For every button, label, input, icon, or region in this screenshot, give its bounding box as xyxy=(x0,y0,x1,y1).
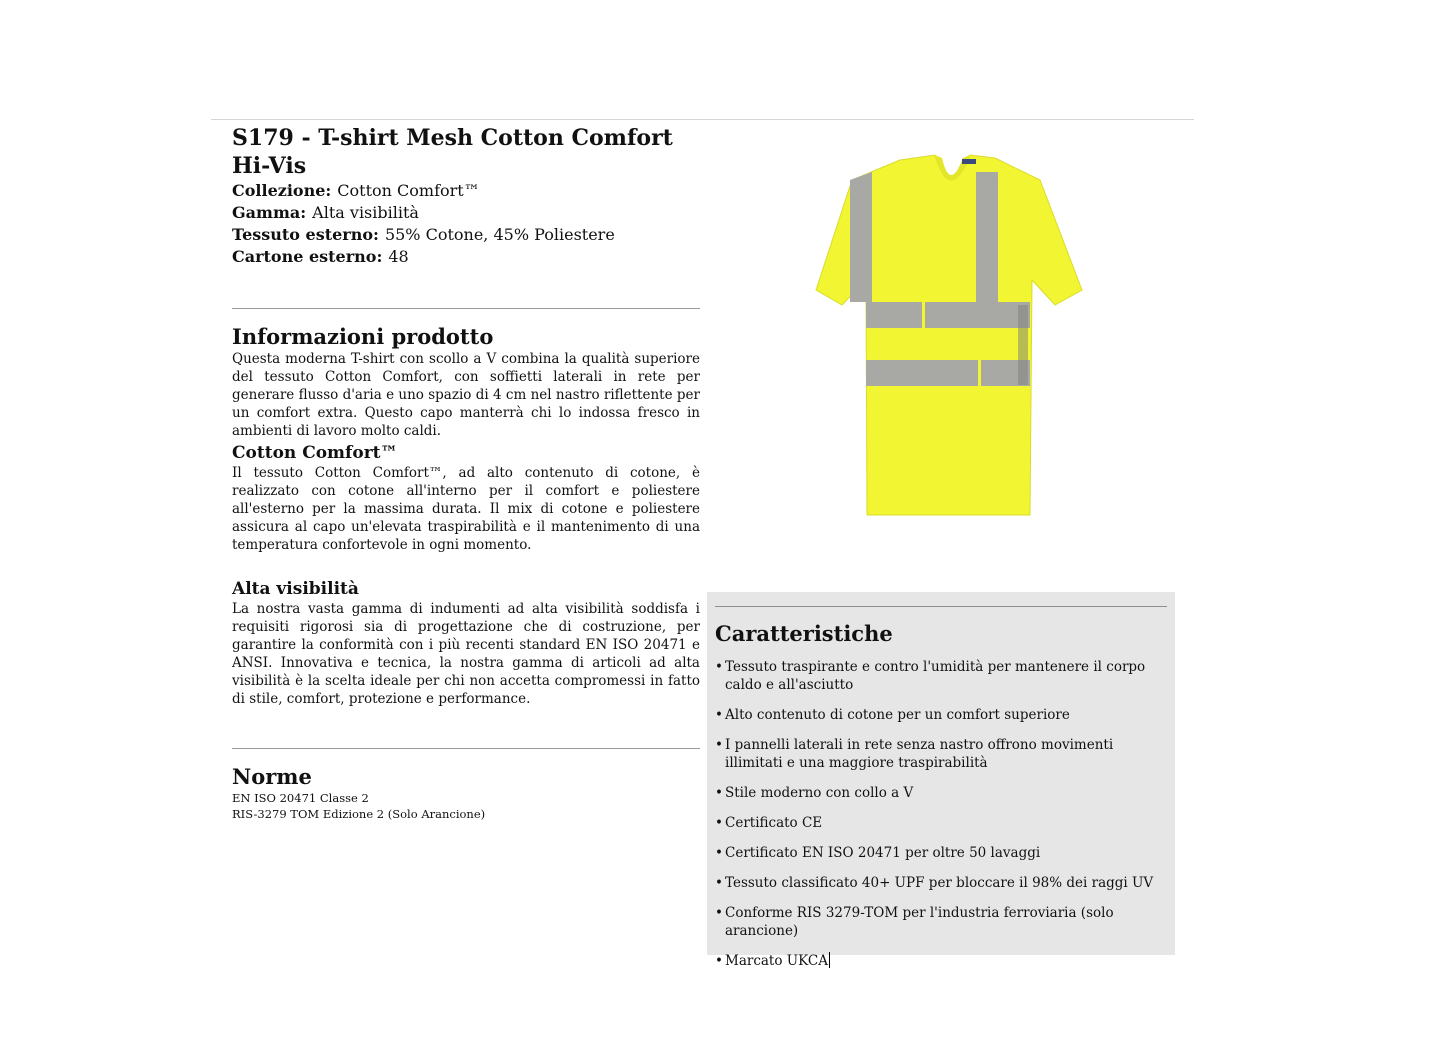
feature-text: Marcato UKCA xyxy=(725,953,828,969)
spec-label: Tessuto esterno: xyxy=(232,225,379,244)
feature-text: Alto contenuto di cotone per un comfort superiore xyxy=(725,707,1070,723)
tshirt-image xyxy=(810,150,1090,525)
feature-text: Stile moderno con collo a V xyxy=(725,785,914,801)
spec-collection xyxy=(232,180,700,202)
bullet: • xyxy=(715,659,723,675)
cotton-comfort-text: Il tessuto Cotton Comfort™, ad alto contenuto di cotone, è realizzato con cotone all'interno per il comfort e poliestere all'esterno per la massima durata. Il mix di cotone e poliestere assicura al capo un'elevata traspirabilità e il mantenimento di una temperatura confortevole in ogni momento. xyxy=(232,465,700,553)
feature-text: I pannelli laterali in rete senza nastro offrono movimenti illimitati e una maggiore traspirabilità xyxy=(725,737,1114,771)
feature-item xyxy=(715,658,1167,694)
norm-item: RIS-3279 TOM Edizione 2 (Solo Arancione) xyxy=(232,807,486,821)
section-divider xyxy=(715,606,1167,607)
features-list xyxy=(715,658,1167,982)
spec-range xyxy=(232,202,700,224)
feature-item xyxy=(715,874,1167,892)
spec-outer-carton xyxy=(232,246,700,268)
section-divider xyxy=(232,748,700,749)
feature-item xyxy=(715,904,1167,940)
bullet: • xyxy=(715,737,723,753)
feature-text: Certificato EN ISO 20471 per oltre 50 lavaggi xyxy=(725,845,1041,861)
info-text: Questa moderna T-shirt con scollo a V combina la qualità superiore del tessuto Cotton Comfort, con soffietti laterali in rete per generare flusso d'aria e uno spazio di 4 cm nel nastro riflettente per un comfort extra. Questo capo manterrà chi lo indossa fresco in ambienti di lavoro molto caldi. xyxy=(232,351,700,439)
cotton-comfort-heading: Cotton Comfort™ xyxy=(232,443,398,463)
feature-text: Tessuto traspirante e contro l'umidità per mantenere il corpo caldo e all'asciutto xyxy=(725,659,1146,693)
bullet: • xyxy=(715,707,723,723)
hivis-heading: Alta visibilità xyxy=(232,579,359,599)
product-details xyxy=(232,124,700,822)
spec-label: Cartone esterno: xyxy=(232,247,383,266)
feature-item xyxy=(715,706,1167,724)
feature-text: Certificato CE xyxy=(725,815,823,831)
features-heading: Caratteristiche xyxy=(715,621,893,646)
spec-outer-fabric xyxy=(232,224,700,246)
feature-item xyxy=(715,736,1167,772)
bullet: • xyxy=(715,875,723,891)
top-divider xyxy=(211,119,1194,120)
feature-item xyxy=(715,814,1167,832)
spec-value: Alta visibilità xyxy=(312,203,419,222)
bullet: • xyxy=(715,845,723,861)
bullet: • xyxy=(715,953,723,969)
spec-label: Gamma: xyxy=(232,203,307,222)
product-title: S179 - T-shirt Mesh Cotton Comfort Hi-Vis xyxy=(232,125,673,179)
feature-item xyxy=(715,784,1167,802)
spec-value: 55% Cotone, 45% Poliestere xyxy=(384,225,615,244)
info-heading: Informazioni prodotto xyxy=(232,324,494,349)
norms-heading: Norme xyxy=(232,764,312,789)
norm-item: EN ISO 20471 Classe 2 xyxy=(232,791,369,805)
bullet: • xyxy=(715,905,723,921)
bullet: • xyxy=(715,785,723,801)
feature-item xyxy=(715,952,1167,970)
product-image xyxy=(810,150,1090,525)
features-panel xyxy=(707,592,1175,969)
feature-item xyxy=(715,844,1167,862)
feature-text: Conforme RIS 3279-TOM per l'industria ferroviaria (solo arancione) xyxy=(725,905,1114,939)
text-cursor xyxy=(829,952,830,968)
spec-label: Collezione: xyxy=(232,181,332,200)
feature-text: Tessuto classificato 40+ UPF per bloccare il 98% dei raggi UV xyxy=(725,875,1154,891)
section-divider xyxy=(232,308,700,309)
bullet: • xyxy=(715,815,723,831)
spec-value: 48 xyxy=(388,247,409,266)
hivis-text: La nostra vasta gamma di indumenti ad alta visibilità soddisfa i requisiti rigorosi sia di progettazione che di costruzione, per garantire la conformità con i più recenti standard EN ISO 20471 e ANSI. Innovativa e tecnica, la nostra gamma di articoli ad alta visibilità è la scelta ideale per chi non accetta compromessi in fatto di stile, comfort, protezione e performance. xyxy=(232,601,700,707)
spec-value: Cotton Comfort™ xyxy=(337,181,480,200)
